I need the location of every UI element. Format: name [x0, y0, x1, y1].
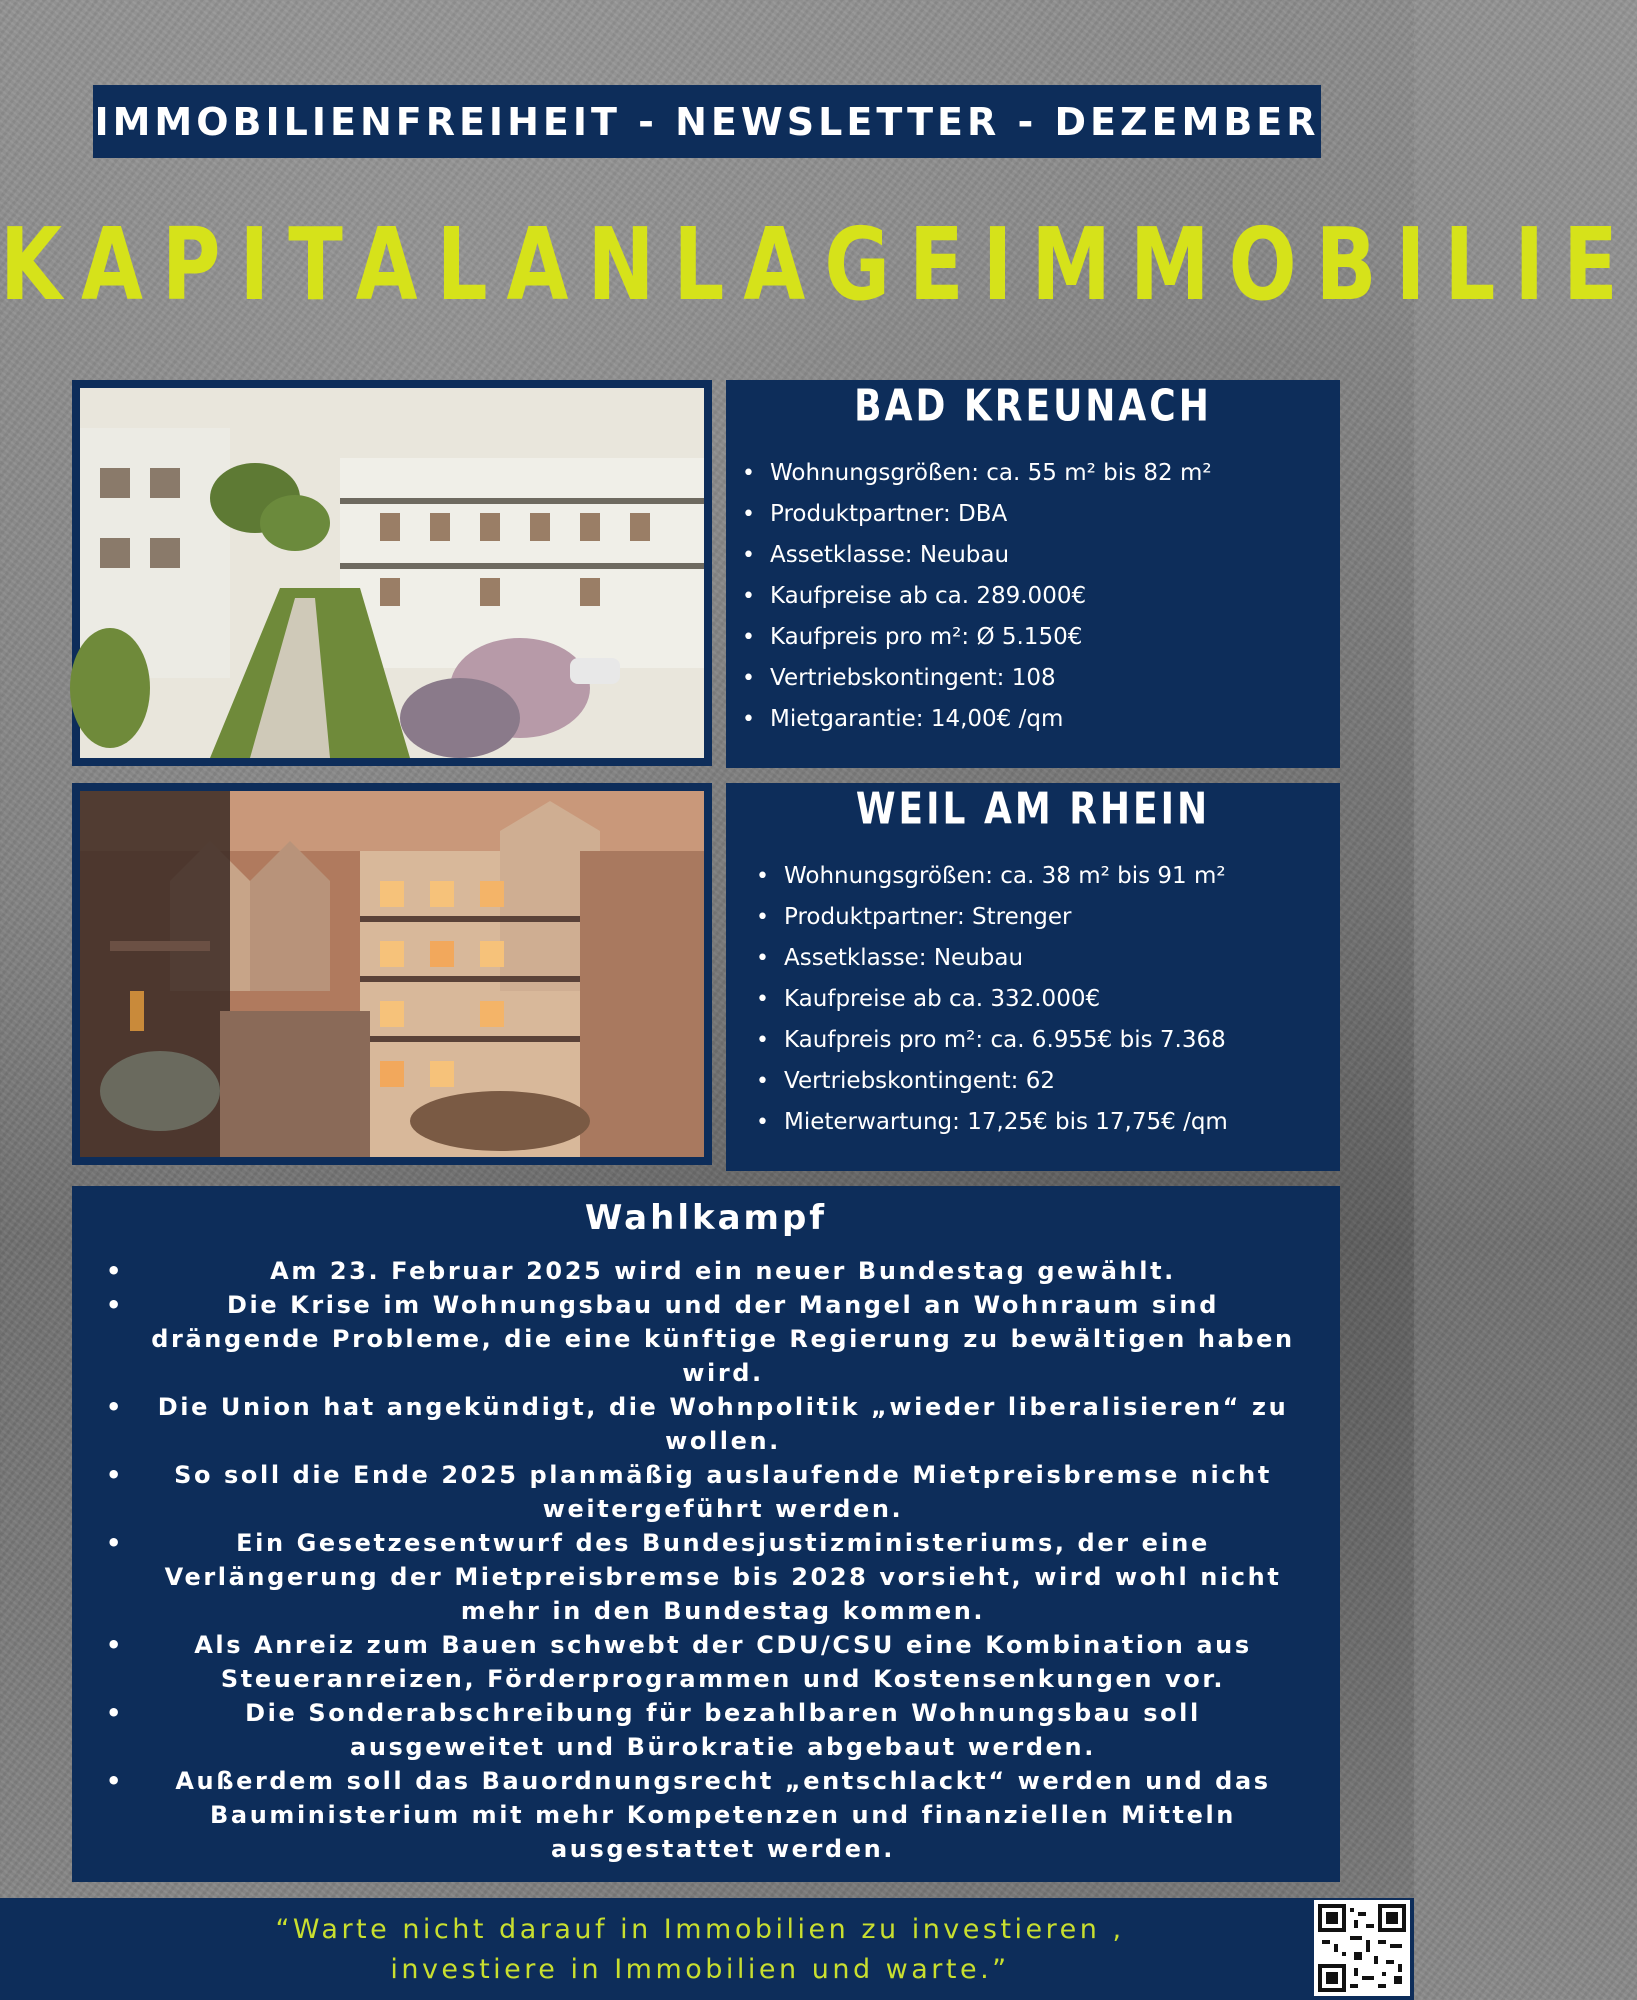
list-item: • Die Krise im Wohnungsbau und der Mangel an Wohnraum sind drängende Probleme, die eine künftige Regierung zu bewältigen haben wird. — [72, 1288, 1340, 1390]
list-item: • Ein Gesetzesentwurf des Bundesjustizministeriums, der eine Verlängerung der Mietpreisbremse bis 2028 vorsieht, wird wohl nicht mehr in den Bundestag kommen. — [72, 1526, 1340, 1628]
list-item: • Produktpartner: Strenger — [740, 897, 1340, 938]
quote-line: investiere in Immobilien und warte.” — [390, 1954, 1010, 1985]
list-item: • Außerdem soll das Bauordnungsrecht „entschlackt“ werden und das Bauministerium mit mehr Kompetenzen und finanziellen Mitteln ausgestattet werden. — [72, 1764, 1340, 1866]
list-item: • Wohnungsgrößen: ca. 38 m² bis 91 m² — [740, 856, 1340, 897]
wahlkampf-list — [72, 1254, 1340, 1866]
building-rendering-image — [80, 388, 704, 758]
building-rendering-illustration — [80, 791, 704, 1157]
list-item: • Wohnungsgrößen: ca. 55 m² bis 82 m² — [726, 453, 1340, 494]
list-item: • So soll die Ende 2025 planmäßig auslaufende Mietpreisbremse nicht weitergeführt werden. — [72, 1458, 1340, 1526]
page-title: KAPITALANLAGEIMMOBILIE — [0, 206, 1637, 323]
wahlkampf-section — [72, 1186, 1340, 1882]
list-item: • Die Union hat angekündigt, die Wohnpolitik „wieder liberalisieren“ zu wollen. — [72, 1390, 1340, 1458]
property-name: WEIL AM RHEIN — [855, 784, 1211, 835]
list-item: • Kaufpreis pro m²: ca. 6.955€ bis 7.368 — [740, 1020, 1340, 1061]
property-name: BAD KREUNACH — [854, 381, 1212, 432]
property-details-list — [726, 856, 1340, 1143]
list-item: • Kaufpreise ab ca. 289.000€ — [726, 576, 1340, 617]
property-photo-bad-kreuznach — [72, 380, 712, 766]
list-item: • Die Sonderabschreibung für bezahlbaren Wohnungsbau soll ausgeweitet und Bürokratie abgebaut werden. — [72, 1696, 1340, 1764]
list-item: • Assetklasse: Neubau — [726, 535, 1340, 576]
property-info-bad-kreuznach — [726, 380, 1340, 768]
property-details-list — [726, 453, 1340, 740]
property-info-weil-am-rhein — [726, 783, 1340, 1171]
banner-text: IMMOBILIENFREIHEIT - NEWSLETTER - DEZEMBER — [94, 99, 1320, 144]
qr-code-icon[interactable] — [1314, 1900, 1410, 1996]
building-rendering-image — [80, 791, 704, 1157]
building-rendering-illustration — [80, 388, 704, 758]
list-item: • Mieterwartung: 17,25€ bis 17,75€ /qm — [740, 1102, 1340, 1143]
quote — [150, 1910, 1250, 1990]
list-item: • Vertriebskontingent: 108 — [726, 658, 1340, 699]
list-item: • Kaufpreis pro m²: Ø 5.150€ — [726, 617, 1340, 658]
section-title: Wahlkampf — [584, 1198, 828, 1238]
list-item: • Kaufpreise ab ca. 332.000€ — [740, 979, 1340, 1020]
footer — [0, 1898, 1414, 2000]
list-item: • Als Anreiz zum Bauen schwebt der CDU/CSU eine Kombination aus Steueranreizen, Förderprogrammen und Kostensenkungen vor. — [72, 1628, 1340, 1696]
list-item: • Vertriebskontingent: 62 — [740, 1061, 1340, 1102]
property-photo-weil-am-rhein — [72, 783, 712, 1165]
quote-line: “Warte nicht darauf in Immobilien zu investieren , — [275, 1914, 1125, 1945]
list-item: • Mietgarantie: 14,00€ /qm — [726, 699, 1340, 740]
list-item: • Produktpartner: DBA — [726, 494, 1340, 535]
qr-pattern — [1318, 1904, 1406, 1992]
list-item: • Assetklasse: Neubau — [740, 938, 1340, 979]
newsletter-banner — [93, 85, 1321, 158]
list-item: • Am 23. Februar 2025 wird ein neuer Bundestag gewählt. — [72, 1254, 1340, 1288]
